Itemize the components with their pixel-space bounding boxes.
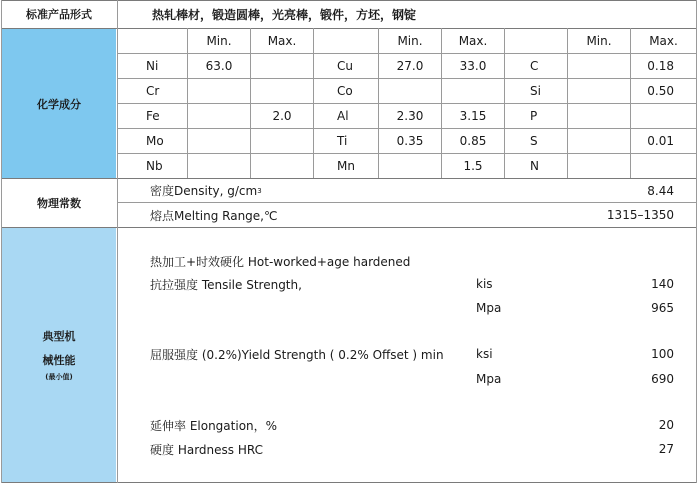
- element-symbol: Al: [337, 109, 349, 123]
- element-symbol: C: [530, 59, 539, 73]
- elongation-label: 延伸率 Elongation，%: [150, 418, 278, 433]
- element-max: [251, 129, 313, 153]
- element-max: 3.15: [459, 109, 487, 123]
- element-max: [442, 79, 504, 103]
- element-symbol: N: [530, 159, 539, 173]
- yield-unit-ksi: ksi: [476, 347, 493, 361]
- element-min: [188, 154, 250, 178]
- element-symbol: S: [530, 134, 538, 148]
- condition-text: 热加工+时效硬化 Hot-worked+age hardened: [150, 254, 411, 269]
- element-symbol: Cu: [337, 59, 353, 73]
- hardness-label: 硬度 Hardness HRC: [150, 442, 263, 457]
- rule-bottom: [2, 482, 697, 483]
- element-symbol: Mo: [146, 134, 164, 148]
- mech-label-line1: 典型机: [42, 330, 76, 343]
- element-max: [631, 154, 674, 178]
- yield-unit-mpa: Mpa: [476, 372, 502, 386]
- yield-value-mpa: 690: [651, 372, 674, 386]
- density-value: 8.44: [647, 183, 674, 198]
- col2-min-header: Min.: [397, 34, 423, 48]
- density-label-row: [150, 179, 262, 202]
- tensile-value-mpa: 965: [651, 301, 674, 315]
- chem-label: 化学成分: [37, 97, 81, 111]
- element-symbol: Cr: [146, 84, 160, 98]
- hardness-value: 27: [658, 442, 674, 456]
- element-min: 63.0: [205, 59, 233, 73]
- element-min: [568, 154, 630, 178]
- col2-max-header: Max.: [458, 34, 488, 48]
- melting-label: 熔点Melting Range,℃: [150, 208, 278, 223]
- element-symbol: Ni: [146, 59, 159, 73]
- mech-label-note: (最小值): [45, 373, 73, 381]
- element-max: [251, 79, 313, 103]
- element-symbol: Fe: [146, 109, 160, 123]
- melting-value: 1315–1350: [606, 208, 674, 222]
- element-max: 0.01: [647, 134, 674, 148]
- tensile-unit-mpa: Mpa: [476, 301, 502, 315]
- rule-left: [1, 0, 2, 483]
- element-symbol: Mn: [337, 159, 355, 173]
- element-symbol: P: [530, 109, 538, 123]
- element-min: [379, 79, 441, 103]
- mech-label-line2: 械性能: [42, 354, 76, 367]
- element-max: 0.50: [647, 84, 674, 98]
- rule-label-divider: [117, 0, 118, 483]
- density-label: 密度Density, g/cm: [150, 184, 258, 198]
- form-label: 标准产品形式: [26, 8, 92, 21]
- physical-label-cell: [2, 179, 116, 227]
- element-min: 27.0: [396, 59, 424, 73]
- mech-label-cell: [2, 228, 116, 482]
- element-symbol: Co: [337, 84, 353, 98]
- rule-right: [696, 0, 697, 483]
- density-superscript: 3: [257, 186, 262, 195]
- element-min: [568, 79, 630, 103]
- element-min: [188, 129, 250, 153]
- yield-value-ksi: 100: [651, 347, 674, 361]
- element-min: [568, 129, 630, 153]
- yield-label: 屈服强度 (0.2%)Yield Strength ( 0.2% Offset ) min: [150, 347, 444, 362]
- element-min: [188, 79, 250, 103]
- element-max: 0.18: [647, 59, 674, 73]
- element-symbol: Ti: [337, 134, 348, 148]
- col3-max-header: Max.: [649, 34, 678, 48]
- element-min: 0.35: [396, 134, 424, 148]
- element-symbol: Nb: [146, 159, 163, 173]
- element-min: [188, 104, 250, 128]
- element-min: [568, 54, 630, 78]
- tensile-unit-ksi: kis: [476, 277, 493, 291]
- element-max: 1.5: [463, 159, 483, 173]
- element-max: [251, 154, 313, 178]
- tensile-label: 抗拉强度 Tensile Strength,: [150, 277, 302, 292]
- element-min: 2.30: [396, 109, 424, 123]
- col1-min-header: Min.: [206, 34, 232, 48]
- rule-chem-c3: [313, 28, 314, 178]
- elongation-value: 20: [658, 418, 674, 432]
- element-max: [631, 104, 674, 128]
- element-symbol: Si: [530, 84, 541, 98]
- element-min: [379, 154, 441, 178]
- rule-phys-bottom: [2, 227, 697, 228]
- chem-label-cell: [2, 29, 116, 178]
- element-max: 0.85: [459, 134, 487, 148]
- rule-chem-c6: [504, 28, 505, 178]
- col1-max-header: Max.: [267, 34, 297, 48]
- element-max: [251, 54, 313, 78]
- tensile-value-ksi: 140: [651, 277, 674, 291]
- form-value: 热轧棒材，锻造圆棒，光亮棒，锻件，方坯，钢锭: [152, 8, 417, 22]
- form-label-cell: [2, 1, 116, 27]
- element-min: [568, 104, 630, 128]
- element-max: 2.0: [272, 109, 292, 123]
- element-max: 33.0: [459, 59, 487, 73]
- col3-min-header: Min.: [586, 34, 612, 48]
- physical-label: 物理常数: [37, 197, 81, 210]
